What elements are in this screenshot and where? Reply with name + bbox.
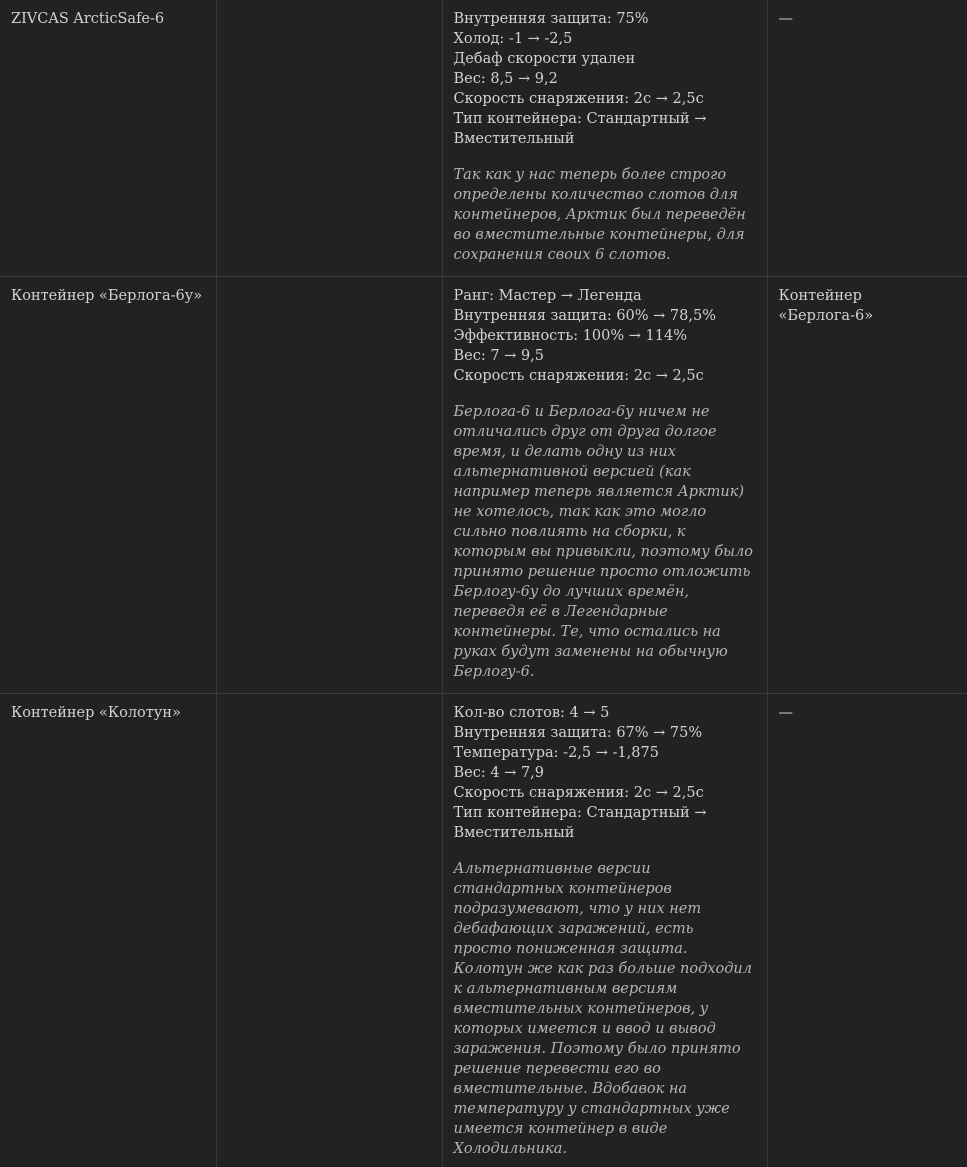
replacement-cell [767,0,967,277]
table-row [0,277,967,694]
replacement-cell [767,694,967,1167]
change-line: Холод: -1 → -2,5 [454,29,756,49]
change-line: Скорость снаряжения: 2с → 2,5с [454,89,756,109]
replacement-value: Контейнер «Берлога-6» [779,288,874,324]
change-line: Температура: -2,5 → -1,875 [454,743,756,763]
replacement-value: — [779,705,794,721]
item-changes-cell [442,694,767,1167]
replacement-cell [767,277,967,694]
item-changes-cell [442,277,767,694]
change-line: Тип контейнера: Стандартный → Вместительный [454,109,756,149]
change-line: Скорость снаряжения: 2с → 2,5с [454,366,756,386]
change-line: Внутренняя защита: 67% → 75% [454,723,756,743]
table-row [0,0,967,277]
change-line: Кол-во слотов: 4 → 5 [454,703,756,723]
change-line: Тип контейнера: Стандартный → Вместительный [454,803,756,843]
change-line: Вес: 4 → 7,9 [454,763,756,783]
item-changes-cell [442,0,767,277]
item-image-cell [216,0,442,277]
change-line: Вес: 8,5 → 9,2 [454,69,756,89]
item-name: Контейнер «Берлога-6у» [11,288,202,304]
change-note: Альтернативные версии стандартных контейнеров подразумевают, что у них нет дебафающих заражений, есть просто пониженная защита. Колотун же как раз больше подходил к альтернативным версиям вместительных контейнеров, у которых имеется и ввод и вывод заражения. Поэтому было принято решение перевести его во вместительные. Вдобавок на температуру у стандартных уже имеется контейнер в виде Холодильника. [454,859,756,1159]
change-line: Скорость снаряжения: 2с → 2,5с [454,783,756,803]
item-name: Контейнер «Колотун» [11,705,181,721]
change-line: Эффективность: 100% → 114% [454,326,756,346]
change-note: Так как у нас теперь более строго определены количество слотов для контейнеров, Арктик был переведён во вместительные контейнеры, для сохранения своих 6 слотов. [454,165,756,265]
change-line: Внутренняя защита: 60% → 78,5% [454,306,756,326]
change-line: Ранг: Мастер → Легенда [454,286,756,306]
replacement-value: — [779,11,794,27]
item-name: ZIVCAS ArcticSafe-6 [11,11,164,27]
item-image-cell [216,694,442,1167]
change-note: Берлога-6 и Берлога-6у ничем не отличались друг от друга долгое время, и делать одну из них альтернативной версией (как например теперь является Арктик) не хотелось, так как это могло сильно повлиять на сборки, к которым вы привыкли, поэтому было принято решение просто отложить Берлогу-6у до лучших времён, переведя её в Легендарные контейнеры. Те, что остались на руках будут заменены на обычную Берлогу-6. [454,402,756,682]
item-name-cell [0,0,216,277]
item-name-cell [0,694,216,1167]
change-line: Вес: 7 → 9,5 [454,346,756,366]
change-line: Дебаф скорости удален [454,49,756,69]
change-line: Внутренняя защита: 75% [454,9,756,29]
table-row [0,694,967,1167]
item-name-cell [0,277,216,694]
item-image-cell [216,277,442,694]
